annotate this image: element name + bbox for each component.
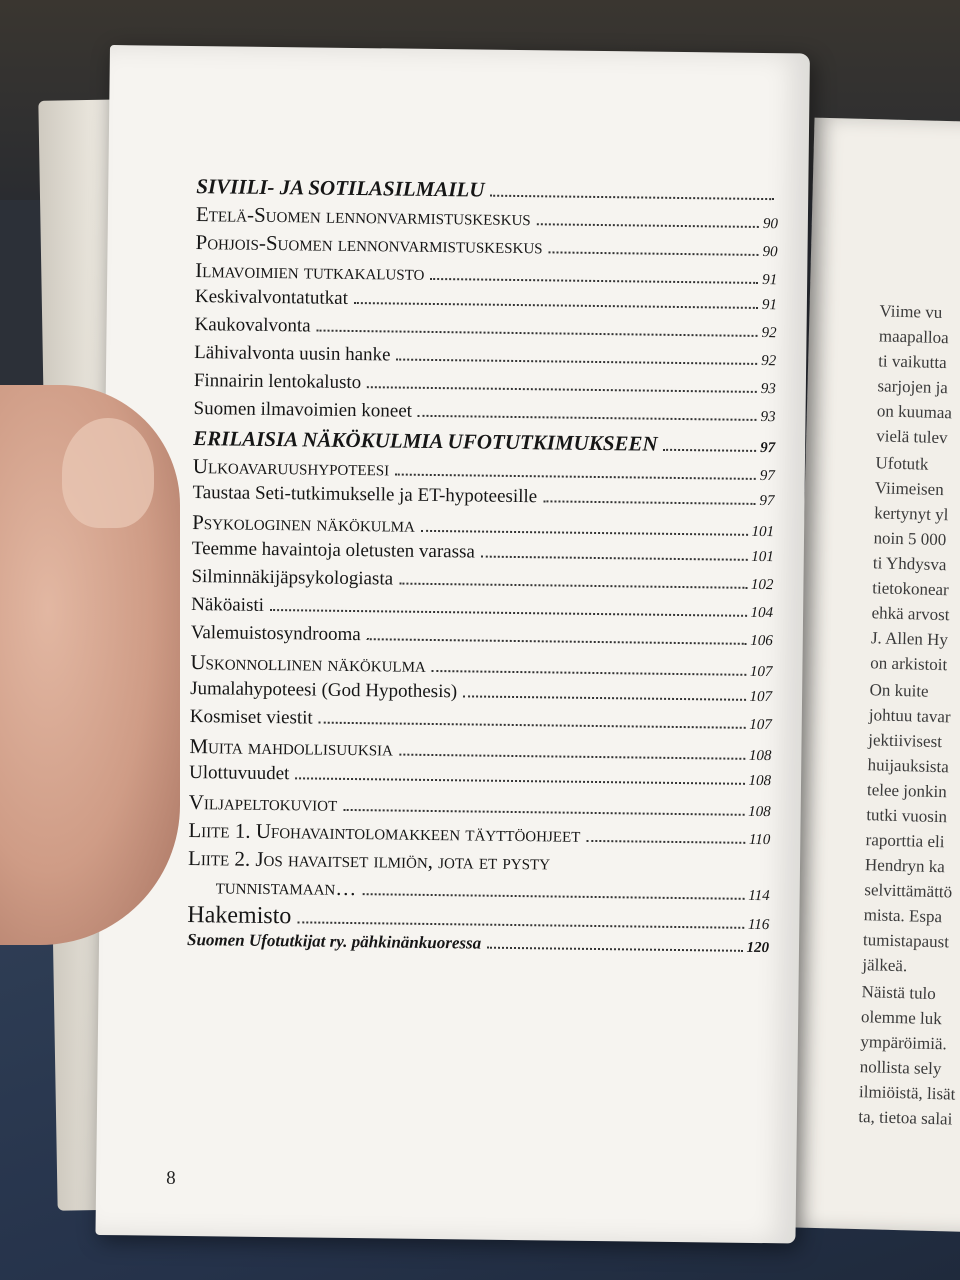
right-page-text-line: J. Allen Hy [870, 628, 949, 650]
right-page-text-line: ti vaikutta [877, 351, 947, 373]
right-page-text-line: johtuu tavar [868, 705, 951, 727]
right-page-text-line: telee jonkin [866, 780, 947, 802]
right-page-text-line: olemme luk [860, 1007, 943, 1029]
right-page-text-line: Hendryn ka [864, 855, 946, 877]
right-page-text-line: raporttia eli [865, 830, 945, 852]
left-page [95, 45, 809, 1243]
right-page-text-line: tietokonear [872, 578, 949, 600]
toc-entry-title: Hakemisto [187, 902, 292, 930]
toc-entry-page: 107 [749, 663, 773, 681]
toc-entry-title: Kaukovalvonta [194, 314, 311, 337]
right-page-text-line: ta, tietoa salai [858, 1107, 953, 1129]
right-page-text-line: ehkä arvost [871, 603, 950, 625]
toc-entry-title: Liite 1. Ufohavaintolomakkeen täyttöohjeet [188, 818, 581, 847]
dot-leader [399, 583, 747, 589]
dot-leader [367, 386, 757, 393]
right-page-text-line: ti Yhdysva [872, 553, 947, 575]
right-page-text-line: ympäröimiä. [860, 1032, 948, 1054]
toc-entry-page: 101 [751, 548, 774, 566]
right-page-text-line: tutki vuosin [866, 805, 948, 827]
toc-entry-title: Jumalahypoteesi (God Hypothesis) [190, 678, 458, 703]
dot-leader [586, 840, 745, 844]
toc-entry-title: Psykologinen näkökulma [192, 510, 416, 537]
toc-entry-page: 97 [759, 467, 775, 485]
right-page-text-line: mista. Espa [863, 905, 943, 927]
toc-entry-page: 90 [762, 243, 778, 261]
right-page-text-line: huijauksista [867, 755, 950, 777]
toc-entry-page: 97 [759, 492, 775, 510]
right-page [786, 118, 960, 1233]
toc-entry-title: Ilmavoimien tutkakalusto [195, 258, 425, 285]
toc-entry-title: Valemuistosyndrooma [190, 622, 361, 646]
right-page-text-line: jektiivisest [868, 730, 943, 752]
toc-entry-title: Lähivalvonta uusin hanke [194, 342, 391, 366]
dot-leader [270, 609, 747, 617]
right-page-text-line: Ufotutk [875, 453, 929, 474]
dot-leader [319, 722, 746, 729]
dot-leader [362, 893, 744, 900]
dot-leader [395, 474, 756, 480]
dot-leader [399, 754, 745, 760]
dot-leader [664, 449, 757, 452]
dot-leader [432, 670, 746, 676]
dot-leader [396, 359, 757, 365]
toc-entry-title: Näköaisti [191, 594, 265, 616]
dot-leader [297, 921, 744, 928]
right-page-text-line: noin 5 000 [873, 528, 947, 550]
right-page-text-line: On kuite [869, 680, 929, 701]
dot-leader [430, 278, 758, 284]
toc-entry-title: Finnairin lentokalusto [193, 370, 362, 394]
right-page-text-line: kertynyt yl [873, 503, 949, 525]
dot-leader [317, 330, 758, 337]
toc-entry-title: Pohjois-Suomen lennonvarmistuskeskus [195, 230, 543, 259]
toc-entry-page: 92 [761, 324, 777, 342]
toc-entry-page: 93 [760, 380, 776, 398]
dot-leader [549, 251, 759, 256]
toc-entry-page: 108 [748, 772, 772, 790]
right-page-text-line: on kuumaa [876, 401, 953, 423]
toc-entry-page: 90 [762, 215, 778, 233]
toc-entry-title: Taustaa Seti-tutkimukselle ja ET-hypoteesille [192, 482, 538, 508]
right-page-text-line: tumistapaust [862, 930, 950, 952]
dot-leader [343, 809, 744, 816]
toc-entry-page: 108 [748, 803, 771, 821]
toc-entry-page: 114 [748, 887, 770, 905]
thumb-nail [62, 418, 154, 528]
right-page-text-line: ilmiöistä, lisät [858, 1082, 956, 1104]
dot-leader [295, 777, 744, 784]
toc-entry-title: Suomen Ufotutkijat ry. pähkinänkuoressa [186, 930, 482, 953]
toc-entry-title: Kosmiset viestit [189, 706, 313, 729]
toc-entry-title: Ulottuvuudet [188, 762, 290, 785]
toc-entry-title: Teemme havaintoja oletusten varassa [191, 538, 476, 563]
page-number: 8 [166, 1167, 176, 1189]
dot-leader [354, 302, 758, 309]
toc-entry-title: Muita mahdollisuuksia [189, 734, 394, 761]
toc-entry-title: Liite 2. Jos havaitset ilmiön, jota et pysty [187, 846, 551, 875]
right-page-text-line: vielä tulev [876, 426, 948, 448]
toc-entry-page: 116 [747, 916, 770, 934]
dot-leader [487, 947, 742, 952]
toc-entry-page: 104 [750, 604, 774, 622]
toc-entry-page: 110 [748, 831, 771, 849]
toc-entry-page: 107 [749, 716, 772, 734]
toc-entry-page: 120 [746, 939, 770, 957]
right-page-text-line: Näistä tulo [861, 982, 937, 1004]
toc-entry-page: 97 [760, 439, 776, 457]
right-page-text-line: Viimeisen [874, 478, 944, 500]
toc-entry-page: 106 [750, 632, 773, 650]
toc-entry-page: 91 [761, 296, 777, 314]
dot-leader [367, 638, 747, 645]
toc-entry-page: 108 [748, 747, 772, 765]
toc-entry-page: 91 [762, 271, 778, 289]
dot-leader [543, 500, 755, 505]
toc-entry-title: Viljapeltokuviot [188, 790, 338, 816]
toc-entry-page: 93 [760, 408, 776, 426]
right-page-text-line: on arkistoit [870, 653, 948, 675]
table-of-contents [187, 174, 779, 965]
toc-entry-page: 92 [761, 352, 777, 370]
toc-entry-page: 101 [751, 523, 775, 541]
dot-leader [463, 695, 745, 700]
toc-entry-title: Ulkoavaruushypoteesi [192, 454, 390, 481]
right-page-text-line: selvittämättö [864, 880, 953, 902]
toc-entry-title: Suomen ilmavoimien koneet [193, 398, 413, 422]
right-page-text-line: nollista sely [859, 1057, 942, 1079]
toc-entry-page: 107 [749, 688, 773, 706]
right-page-text-line: maapalloa [878, 326, 949, 348]
toc-entry-title: SIVIILI- JA SOTILASILMAILU [196, 174, 485, 202]
right-page-text-line: jälkeä. [862, 955, 908, 976]
dot-leader [537, 223, 759, 228]
dot-leader [421, 530, 748, 536]
toc-entry [187, 930, 769, 965]
toc-entry-title: Keskivalvontatutkat [194, 286, 349, 309]
toc-entry-title: Etelä-Suomen lennonvarmistuskeskus [195, 202, 531, 231]
right-page-text-line: Viime vu [879, 301, 943, 322]
toc-entry-title: Uskonnollinen näkökulma [190, 650, 427, 677]
toc-entry-page: 102 [750, 576, 774, 594]
toc-entry-title: ERILAISIA NÄKÖKULMIA UFOTUTKIMUKSEEN [193, 426, 658, 456]
toc-entry-title: Silminnäkijäpsykologiasta [191, 566, 394, 590]
dot-leader [481, 556, 747, 561]
dot-leader [418, 415, 757, 421]
right-page-text-line: sarjojen ja [877, 376, 949, 398]
dot-leader [490, 195, 774, 200]
toc-entry-title: tunnistamaan… [215, 874, 357, 901]
